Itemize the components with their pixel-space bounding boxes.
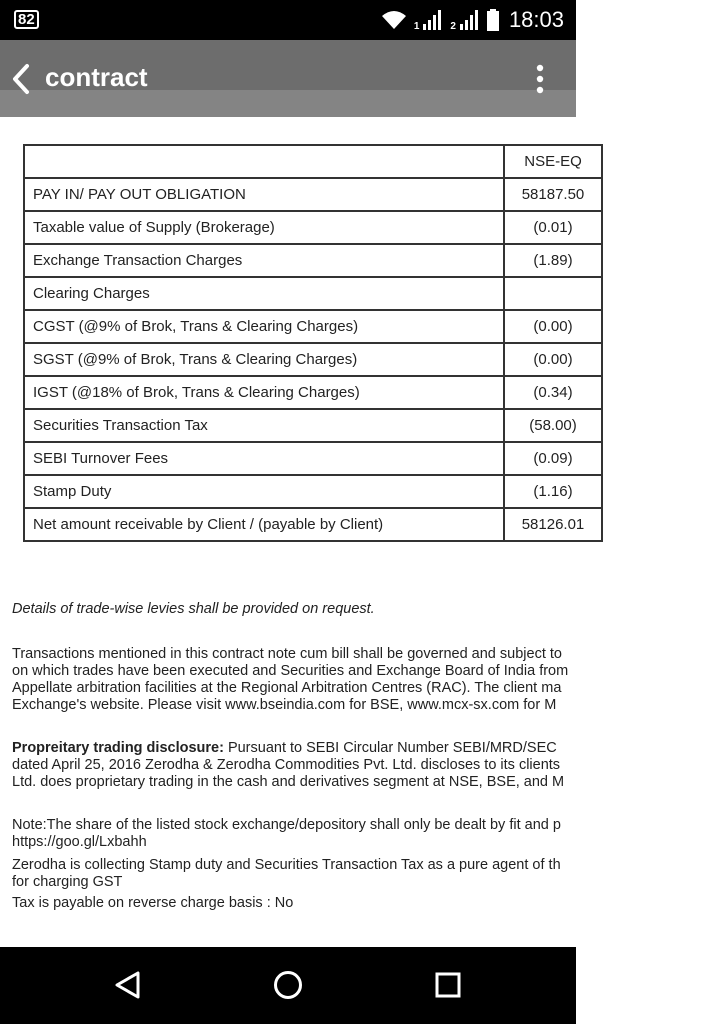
disclosure-text: Pursuant to SEBI Circular Number SEBI/MRD/SEC xyxy=(223,740,557,756)
paragraph-line: Note:The share of the listed stock exchange/depository shall only be dealt by fit and p xyxy=(12,817,561,833)
paragraph-line: Ltd. does proprietary trading in the cash and derivatives segment at NSE, BSE, and M xyxy=(12,774,565,790)
row-label: Exchange Transaction Charges xyxy=(24,244,504,277)
table-row xyxy=(24,277,602,310)
table-row xyxy=(24,310,602,343)
reverse-charge-note: Tax is payable on reverse charge basis : No xyxy=(12,895,294,911)
table-header-cell: NSE-EQ xyxy=(504,145,602,178)
table-header-row xyxy=(24,145,602,178)
triangle-back-icon[interactable] xyxy=(112,969,144,1001)
row-value: 58187.50 xyxy=(504,178,602,211)
signal-sim2-icon xyxy=(459,9,481,31)
table-row xyxy=(24,442,602,475)
row-label: IGST (@18% of Brok, Trans & Clearing Charges) xyxy=(24,376,504,409)
row-value: (0.00) xyxy=(504,343,602,376)
table-row xyxy=(24,376,602,409)
sim1-label: 1 xyxy=(413,20,420,32)
table-row xyxy=(24,178,602,211)
paragraph-line: dated April 25, 2016 Zerodha & Zerodha Commodities Pvt. Ltd. discloses to its clients xyxy=(12,757,561,773)
paragraph-line xyxy=(12,740,712,757)
status-bar xyxy=(0,0,576,40)
row-value: 58126.01 xyxy=(504,508,602,541)
transactions-paragraph xyxy=(12,646,712,714)
paragraph-line: Appellate arbitration facilities at the Regional Arbitration Centres (RAC). The client ma xyxy=(12,680,562,696)
row-label: Clearing Charges xyxy=(24,277,504,310)
table-header-cell xyxy=(24,145,504,178)
square-recents-icon[interactable] xyxy=(432,969,464,1001)
page-title: contract xyxy=(45,62,148,92)
row-value: (0.00) xyxy=(504,310,602,343)
row-label: Stamp Duty xyxy=(24,475,504,508)
paragraph-line: Transactions mentioned in this contract note cum bill shall be governed and subject to xyxy=(12,646,562,662)
row-label: PAY IN/ PAY OUT OBLIGATION xyxy=(24,178,504,211)
row-value: (58.00) xyxy=(504,409,602,442)
paragraph-link[interactable]: https://goo.gl/Lxbahh xyxy=(12,834,147,850)
levies-note: Details of trade-wise levies shall be provided on request. xyxy=(12,601,375,617)
row-label: SEBI Turnover Fees xyxy=(24,442,504,475)
row-value: (1.16) xyxy=(504,475,602,508)
row-label: CGST (@9% of Brok, Trans & Clearing Charges) xyxy=(24,310,504,343)
table-row xyxy=(24,211,602,244)
row-value: (1.89) xyxy=(504,244,602,277)
signal-sim1-icon xyxy=(422,9,444,31)
row-value: (0.01) xyxy=(504,211,602,244)
wifi-icon xyxy=(380,9,408,31)
clock: 18:03 xyxy=(508,7,564,32)
row-value: (0.09) xyxy=(504,442,602,475)
navigation-bar xyxy=(0,947,576,1024)
row-label: Net amount receivable by Client / (payable by Client) xyxy=(24,508,504,541)
table-row xyxy=(24,244,602,277)
paragraph-line: Exchange's website. Please visit www.bseindia.com for BSE, www.mcx-sx.com for M xyxy=(12,697,557,713)
stamp-duty-note xyxy=(12,857,712,891)
table-row xyxy=(24,475,602,508)
row-label: Securities Transaction Tax xyxy=(24,409,504,442)
contract-content[interactable] xyxy=(0,117,585,947)
table-row xyxy=(24,343,602,376)
status-icons xyxy=(380,0,564,40)
paragraph-line: Zerodha is collecting Stamp duty and Securities Transaction Tax as a pure agent of th xyxy=(12,857,561,873)
app-bar-shade xyxy=(0,90,576,117)
battery-percent-badge: 82 xyxy=(14,10,39,29)
row-value xyxy=(504,277,602,310)
circle-home-icon[interactable] xyxy=(272,969,304,1001)
disclosure-label: Propreitary trading disclosure: xyxy=(12,740,224,756)
sim2-label: 2 xyxy=(450,20,456,32)
row-value: (0.34) xyxy=(504,376,602,409)
proprietary-disclosure xyxy=(12,740,712,791)
row-label: SGST (@9% of Brok, Trans & Clearing Charges) xyxy=(24,343,504,376)
more-vert-icon[interactable] xyxy=(530,64,550,94)
paragraph-line: for charging GST xyxy=(12,874,123,890)
chevron-left-icon[interactable] xyxy=(10,62,34,96)
table-row xyxy=(24,508,602,541)
share-note xyxy=(12,817,712,851)
battery-icon xyxy=(487,9,499,31)
row-label: Taxable value of Supply (Brokerage) xyxy=(24,211,504,244)
table-row xyxy=(24,409,602,442)
app-bar xyxy=(0,40,576,117)
levies-table xyxy=(23,144,603,542)
paragraph-line: on which trades have been executed and Securities and Exchange Board of India from xyxy=(12,663,569,679)
